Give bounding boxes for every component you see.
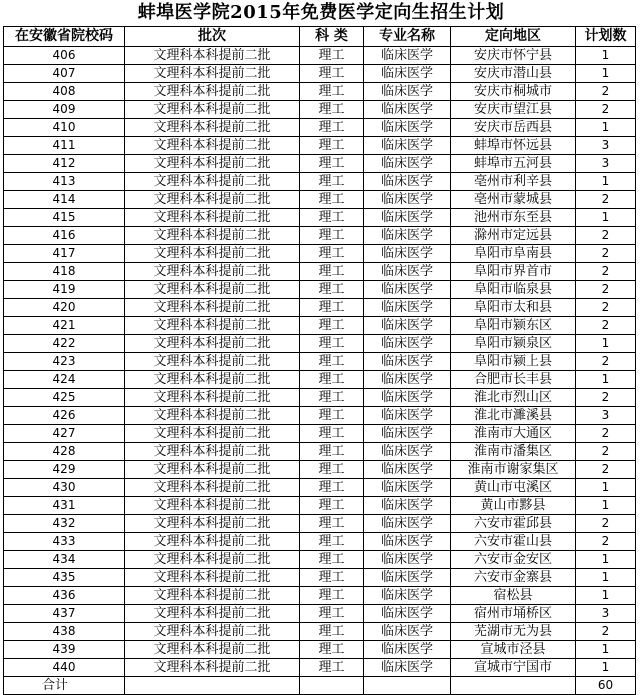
plan-count-cell: 1 bbox=[576, 65, 636, 83]
plan-count-cell: 2 bbox=[576, 245, 636, 263]
plan-count-cell: 1 bbox=[576, 479, 636, 497]
plan-count-cell: 3 bbox=[576, 605, 636, 623]
region-cell: 宣城市泾县 bbox=[451, 641, 576, 659]
table-row bbox=[4, 101, 636, 119]
region-cell: 阜阳市太和县 bbox=[451, 299, 576, 317]
batch-cell: 文理科本科提前二批 bbox=[125, 551, 300, 569]
region-cell: 淮北市烈山区 bbox=[451, 389, 576, 407]
table-row bbox=[4, 137, 636, 155]
batch-cell: 文理科本科提前二批 bbox=[125, 299, 300, 317]
table-row bbox=[4, 641, 636, 659]
batch-cell: 文理科本科提前二批 bbox=[125, 389, 300, 407]
plan-count-cell: 2 bbox=[576, 533, 636, 551]
school-code-cell: 432 bbox=[4, 515, 125, 533]
school-code-cell: 410 bbox=[4, 119, 125, 137]
batch-cell: 文理科本科提前二批 bbox=[125, 515, 300, 533]
table-row bbox=[4, 209, 636, 227]
category-cell: 理工 bbox=[300, 83, 364, 101]
category-cell: 理工 bbox=[300, 101, 364, 119]
table-row bbox=[4, 299, 636, 317]
region-cell: 亳州市蒙城县 bbox=[451, 191, 576, 209]
batch-cell: 文理科本科提前二批 bbox=[125, 407, 300, 425]
school-code-cell: 430 bbox=[4, 479, 125, 497]
region-cell: 宿州市埇桥区 bbox=[451, 605, 576, 623]
plan-count-cell: 2 bbox=[576, 461, 636, 479]
plan-count-cell: 1 bbox=[576, 47, 636, 65]
table-row bbox=[4, 443, 636, 461]
table-row bbox=[4, 83, 636, 101]
plan-count-cell: 3 bbox=[576, 155, 636, 173]
plan-count-cell: 3 bbox=[576, 407, 636, 425]
major-cell: 临床医学 bbox=[364, 569, 451, 587]
batch-cell: 文理科本科提前二批 bbox=[125, 209, 300, 227]
header-plan-count: 计划数 bbox=[576, 27, 636, 47]
category-cell: 理工 bbox=[300, 443, 364, 461]
category-cell: 理工 bbox=[300, 227, 364, 245]
school-code-cell: 440 bbox=[4, 659, 125, 677]
category-cell: 理工 bbox=[300, 605, 364, 623]
category-cell: 理工 bbox=[300, 551, 364, 569]
major-cell: 临床医学 bbox=[364, 173, 451, 191]
school-code-cell: 433 bbox=[4, 533, 125, 551]
category-cell: 理工 bbox=[300, 515, 364, 533]
batch-cell: 文理科本科提前二批 bbox=[125, 83, 300, 101]
school-code-cell: 421 bbox=[4, 317, 125, 335]
major-cell: 临床医学 bbox=[364, 245, 451, 263]
batch-cell: 文理科本科提前二批 bbox=[125, 371, 300, 389]
school-code-cell: 424 bbox=[4, 371, 125, 389]
batch-cell: 文理科本科提前二批 bbox=[125, 569, 300, 587]
school-code-cell: 428 bbox=[4, 443, 125, 461]
table-row bbox=[4, 497, 636, 515]
table-row bbox=[4, 425, 636, 443]
table-row bbox=[4, 371, 636, 389]
batch-cell: 文理科本科提前二批 bbox=[125, 497, 300, 515]
major-cell: 临床医学 bbox=[364, 137, 451, 155]
table-row bbox=[4, 623, 636, 641]
region-cell: 宣城市宁国市 bbox=[451, 659, 576, 677]
plan-count-cell: 1 bbox=[576, 641, 636, 659]
school-code-cell: 423 bbox=[4, 353, 125, 371]
batch-cell: 文理科本科提前二批 bbox=[125, 227, 300, 245]
region-cell: 芜湖市无为县 bbox=[451, 623, 576, 641]
plan-count-cell: 1 bbox=[576, 551, 636, 569]
plan-count-cell: 3 bbox=[576, 137, 636, 155]
plan-count-cell: 2 bbox=[576, 515, 636, 533]
batch-cell: 文理科本科提前二批 bbox=[125, 641, 300, 659]
batch-cell: 文理科本科提前二批 bbox=[125, 533, 300, 551]
category-cell: 理工 bbox=[300, 641, 364, 659]
header-school-code: 在安徽省院校码 bbox=[4, 27, 125, 47]
school-code-cell: 416 bbox=[4, 227, 125, 245]
plan-count-cell: 1 bbox=[576, 173, 636, 191]
plan-count-cell: 2 bbox=[576, 425, 636, 443]
region-cell: 六安市金安区 bbox=[451, 551, 576, 569]
category-cell: 理工 bbox=[300, 587, 364, 605]
region-cell: 阜阳市阜南县 bbox=[451, 245, 576, 263]
batch-cell: 文理科本科提前二批 bbox=[125, 101, 300, 119]
major-cell: 临床医学 bbox=[364, 101, 451, 119]
major-cell: 临床医学 bbox=[364, 479, 451, 497]
category-cell: 理工 bbox=[300, 191, 364, 209]
batch-cell: 文理科本科提前二批 bbox=[125, 47, 300, 65]
major-cell: 临床医学 bbox=[364, 515, 451, 533]
batch-cell: 文理科本科提前二批 bbox=[125, 605, 300, 623]
region-cell: 淮南市谢家集区 bbox=[451, 461, 576, 479]
major-cell: 临床医学 bbox=[364, 47, 451, 65]
batch-cell: 文理科本科提前二批 bbox=[125, 245, 300, 263]
enrollment-plan-table bbox=[3, 26, 636, 695]
batch-cell: 文理科本科提前二批 bbox=[125, 137, 300, 155]
plan-count-cell: 2 bbox=[576, 443, 636, 461]
major-cell: 临床医学 bbox=[364, 83, 451, 101]
major-cell: 临床医学 bbox=[364, 659, 451, 677]
major-cell: 临床医学 bbox=[364, 461, 451, 479]
plan-count-cell: 1 bbox=[576, 569, 636, 587]
batch-cell: 文理科本科提前二批 bbox=[125, 443, 300, 461]
region-cell: 六安市霍邱县 bbox=[451, 515, 576, 533]
plan-count-cell: 1 bbox=[576, 659, 636, 677]
region-cell: 安庆市岳西县 bbox=[451, 119, 576, 137]
plan-count-cell: 2 bbox=[576, 191, 636, 209]
batch-cell: 文理科本科提前二批 bbox=[125, 587, 300, 605]
school-code-cell: 411 bbox=[4, 137, 125, 155]
school-code-cell: 419 bbox=[4, 281, 125, 299]
category-cell: 理工 bbox=[300, 407, 364, 425]
major-cell: 临床医学 bbox=[364, 263, 451, 281]
header-region: 定向地区 bbox=[451, 27, 576, 47]
category-cell: 理工 bbox=[300, 353, 364, 371]
table-row bbox=[4, 569, 636, 587]
total-empty-cell bbox=[125, 677, 300, 695]
category-cell: 理工 bbox=[300, 119, 364, 137]
major-cell: 临床医学 bbox=[364, 317, 451, 335]
table-row bbox=[4, 479, 636, 497]
school-code-cell: 414 bbox=[4, 191, 125, 209]
category-cell: 理工 bbox=[300, 623, 364, 641]
total-label: 合计 bbox=[4, 677, 125, 695]
table-row bbox=[4, 263, 636, 281]
batch-cell: 文理科本科提前二批 bbox=[125, 281, 300, 299]
school-code-cell: 422 bbox=[4, 335, 125, 353]
region-cell: 安庆市望江县 bbox=[451, 101, 576, 119]
category-cell: 理工 bbox=[300, 317, 364, 335]
table-row bbox=[4, 389, 636, 407]
region-cell: 阜阳市颍东区 bbox=[451, 317, 576, 335]
region-cell: 淮南市潘集区 bbox=[451, 443, 576, 461]
batch-cell: 文理科本科提前二批 bbox=[125, 65, 300, 83]
category-cell: 理工 bbox=[300, 173, 364, 191]
major-cell: 临床医学 bbox=[364, 281, 451, 299]
region-cell: 安庆市怀宁县 bbox=[451, 47, 576, 65]
batch-cell: 文理科本科提前二批 bbox=[125, 425, 300, 443]
school-code-cell: 407 bbox=[4, 65, 125, 83]
category-cell: 理工 bbox=[300, 137, 364, 155]
category-cell: 理工 bbox=[300, 533, 364, 551]
major-cell: 临床医学 bbox=[364, 353, 451, 371]
category-cell: 理工 bbox=[300, 389, 364, 407]
school-code-cell: 429 bbox=[4, 461, 125, 479]
major-cell: 临床医学 bbox=[364, 407, 451, 425]
category-cell: 理工 bbox=[300, 461, 364, 479]
major-cell: 临床医学 bbox=[364, 605, 451, 623]
major-cell: 临床医学 bbox=[364, 551, 451, 569]
region-cell: 亳州市利辛县 bbox=[451, 173, 576, 191]
school-code-cell: 438 bbox=[4, 623, 125, 641]
table-row bbox=[4, 515, 636, 533]
region-cell: 黄山市屯溪区 bbox=[451, 479, 576, 497]
category-cell: 理工 bbox=[300, 65, 364, 83]
region-cell: 黄山市黟县 bbox=[451, 497, 576, 515]
category-cell: 理工 bbox=[300, 209, 364, 227]
major-cell: 临床医学 bbox=[364, 299, 451, 317]
total-row bbox=[4, 677, 636, 695]
region-cell: 合肥市长丰县 bbox=[451, 371, 576, 389]
region-cell: 池州市东至县 bbox=[451, 209, 576, 227]
header-batch: 批次 bbox=[125, 27, 300, 47]
table-row bbox=[4, 605, 636, 623]
school-code-cell: 408 bbox=[4, 83, 125, 101]
major-cell: 临床医学 bbox=[364, 335, 451, 353]
major-cell: 临床医学 bbox=[364, 497, 451, 515]
plan-count-cell: 2 bbox=[576, 83, 636, 101]
major-cell: 临床医学 bbox=[364, 641, 451, 659]
school-code-cell: 436 bbox=[4, 587, 125, 605]
major-cell: 临床医学 bbox=[364, 623, 451, 641]
plan-count-cell: 1 bbox=[576, 209, 636, 227]
batch-cell: 文理科本科提前二批 bbox=[125, 659, 300, 677]
plan-count-cell: 2 bbox=[576, 317, 636, 335]
category-cell: 理工 bbox=[300, 569, 364, 587]
total-value: 60 bbox=[576, 677, 636, 695]
category-cell: 理工 bbox=[300, 479, 364, 497]
region-cell: 安庆市潜山县 bbox=[451, 65, 576, 83]
school-code-cell: 418 bbox=[4, 263, 125, 281]
table-row bbox=[4, 245, 636, 263]
batch-cell: 文理科本科提前二批 bbox=[125, 191, 300, 209]
major-cell: 临床医学 bbox=[364, 191, 451, 209]
plan-count-cell: 1 bbox=[576, 587, 636, 605]
table-row bbox=[4, 407, 636, 425]
major-cell: 临床医学 bbox=[364, 65, 451, 83]
school-code-cell: 435 bbox=[4, 569, 125, 587]
plan-count-cell: 1 bbox=[576, 119, 636, 137]
school-code-cell: 406 bbox=[4, 47, 125, 65]
batch-cell: 文理科本科提前二批 bbox=[125, 335, 300, 353]
table-row bbox=[4, 65, 636, 83]
category-cell: 理工 bbox=[300, 659, 364, 677]
school-code-cell: 412 bbox=[4, 155, 125, 173]
major-cell: 临床医学 bbox=[364, 587, 451, 605]
school-code-cell: 426 bbox=[4, 407, 125, 425]
table-row bbox=[4, 317, 636, 335]
batch-cell: 文理科本科提前二批 bbox=[125, 173, 300, 191]
category-cell: 理工 bbox=[300, 263, 364, 281]
category-cell: 理工 bbox=[300, 47, 364, 65]
major-cell: 临床医学 bbox=[364, 371, 451, 389]
table-row bbox=[4, 47, 636, 65]
table-row bbox=[4, 551, 636, 569]
school-code-cell: 437 bbox=[4, 605, 125, 623]
table-row bbox=[4, 461, 636, 479]
school-code-cell: 417 bbox=[4, 245, 125, 263]
region-cell: 六安市金寨县 bbox=[451, 569, 576, 587]
region-cell: 阜阳市颍上县 bbox=[451, 353, 576, 371]
table-row bbox=[4, 227, 636, 245]
plan-count-cell: 1 bbox=[576, 335, 636, 353]
region-cell: 宿松县 bbox=[451, 587, 576, 605]
major-cell: 临床医学 bbox=[364, 443, 451, 461]
table-row bbox=[4, 155, 636, 173]
category-cell: 理工 bbox=[300, 281, 364, 299]
table-row bbox=[4, 533, 636, 551]
region-cell: 阜阳市临泉县 bbox=[451, 281, 576, 299]
school-code-cell: 409 bbox=[4, 101, 125, 119]
batch-cell: 文理科本科提前二批 bbox=[125, 317, 300, 335]
batch-cell: 文理科本科提前二批 bbox=[125, 119, 300, 137]
table-row bbox=[4, 281, 636, 299]
batch-cell: 文理科本科提前二批 bbox=[125, 263, 300, 281]
table-row bbox=[4, 587, 636, 605]
category-cell: 理工 bbox=[300, 245, 364, 263]
category-cell: 理工 bbox=[300, 371, 364, 389]
total-empty-cell bbox=[451, 677, 576, 695]
region-cell: 淮北市濉溪县 bbox=[451, 407, 576, 425]
plan-count-cell: 2 bbox=[576, 623, 636, 641]
batch-cell: 文理科本科提前二批 bbox=[125, 479, 300, 497]
region-cell: 六安市霍山县 bbox=[451, 533, 576, 551]
category-cell: 理工 bbox=[300, 299, 364, 317]
plan-count-cell: 1 bbox=[576, 371, 636, 389]
header-major: 专业名称 bbox=[364, 27, 451, 47]
school-code-cell: 439 bbox=[4, 641, 125, 659]
school-code-cell: 415 bbox=[4, 209, 125, 227]
category-cell: 理工 bbox=[300, 335, 364, 353]
table-row bbox=[4, 353, 636, 371]
major-cell: 临床医学 bbox=[364, 425, 451, 443]
region-cell: 淮南市大通区 bbox=[451, 425, 576, 443]
school-code-cell: 427 bbox=[4, 425, 125, 443]
table-row bbox=[4, 335, 636, 353]
plan-count-cell: 2 bbox=[576, 101, 636, 119]
table-row bbox=[4, 173, 636, 191]
batch-cell: 文理科本科提前二批 bbox=[125, 155, 300, 173]
plan-count-cell: 2 bbox=[576, 281, 636, 299]
major-cell: 临床医学 bbox=[364, 119, 451, 137]
school-code-cell: 420 bbox=[4, 299, 125, 317]
region-cell: 滁州市定远县 bbox=[451, 227, 576, 245]
region-cell: 安庆市桐城市 bbox=[451, 83, 576, 101]
region-cell: 阜阳市界首市 bbox=[451, 263, 576, 281]
batch-cell: 文理科本科提前二批 bbox=[125, 623, 300, 641]
batch-cell: 文理科本科提前二批 bbox=[125, 353, 300, 371]
header-row bbox=[4, 27, 636, 47]
major-cell: 临床医学 bbox=[364, 533, 451, 551]
region-cell: 蚌埠市怀远县 bbox=[451, 137, 576, 155]
major-cell: 临床医学 bbox=[364, 227, 451, 245]
region-cell: 蚌埠市五河县 bbox=[451, 155, 576, 173]
region-cell: 阜阳市颍泉区 bbox=[451, 335, 576, 353]
header-category: 科 类 bbox=[300, 27, 364, 47]
batch-cell: 文理科本科提前二批 bbox=[125, 461, 300, 479]
table-row bbox=[4, 659, 636, 677]
major-cell: 临床医学 bbox=[364, 209, 451, 227]
plan-count-cell: 2 bbox=[576, 353, 636, 371]
total-empty-cell bbox=[300, 677, 364, 695]
total-empty-cell bbox=[364, 677, 451, 695]
school-code-cell: 431 bbox=[4, 497, 125, 515]
plan-count-cell: 1 bbox=[576, 497, 636, 515]
table-row bbox=[4, 119, 636, 137]
page-title: 蚌埠医学院2015年免费医学定向生招生计划 bbox=[137, 2, 505, 23]
major-cell: 临床医学 bbox=[364, 389, 451, 407]
plan-count-cell: 2 bbox=[576, 299, 636, 317]
school-code-cell: 413 bbox=[4, 173, 125, 191]
plan-count-cell: 2 bbox=[576, 227, 636, 245]
school-code-cell: 425 bbox=[4, 389, 125, 407]
category-cell: 理工 bbox=[300, 497, 364, 515]
table-row bbox=[4, 191, 636, 209]
school-code-cell: 434 bbox=[4, 551, 125, 569]
plan-count-cell: 2 bbox=[576, 389, 636, 407]
major-cell: 临床医学 bbox=[364, 155, 451, 173]
plan-count-cell: 2 bbox=[576, 263, 636, 281]
category-cell: 理工 bbox=[300, 155, 364, 173]
category-cell: 理工 bbox=[300, 425, 364, 443]
